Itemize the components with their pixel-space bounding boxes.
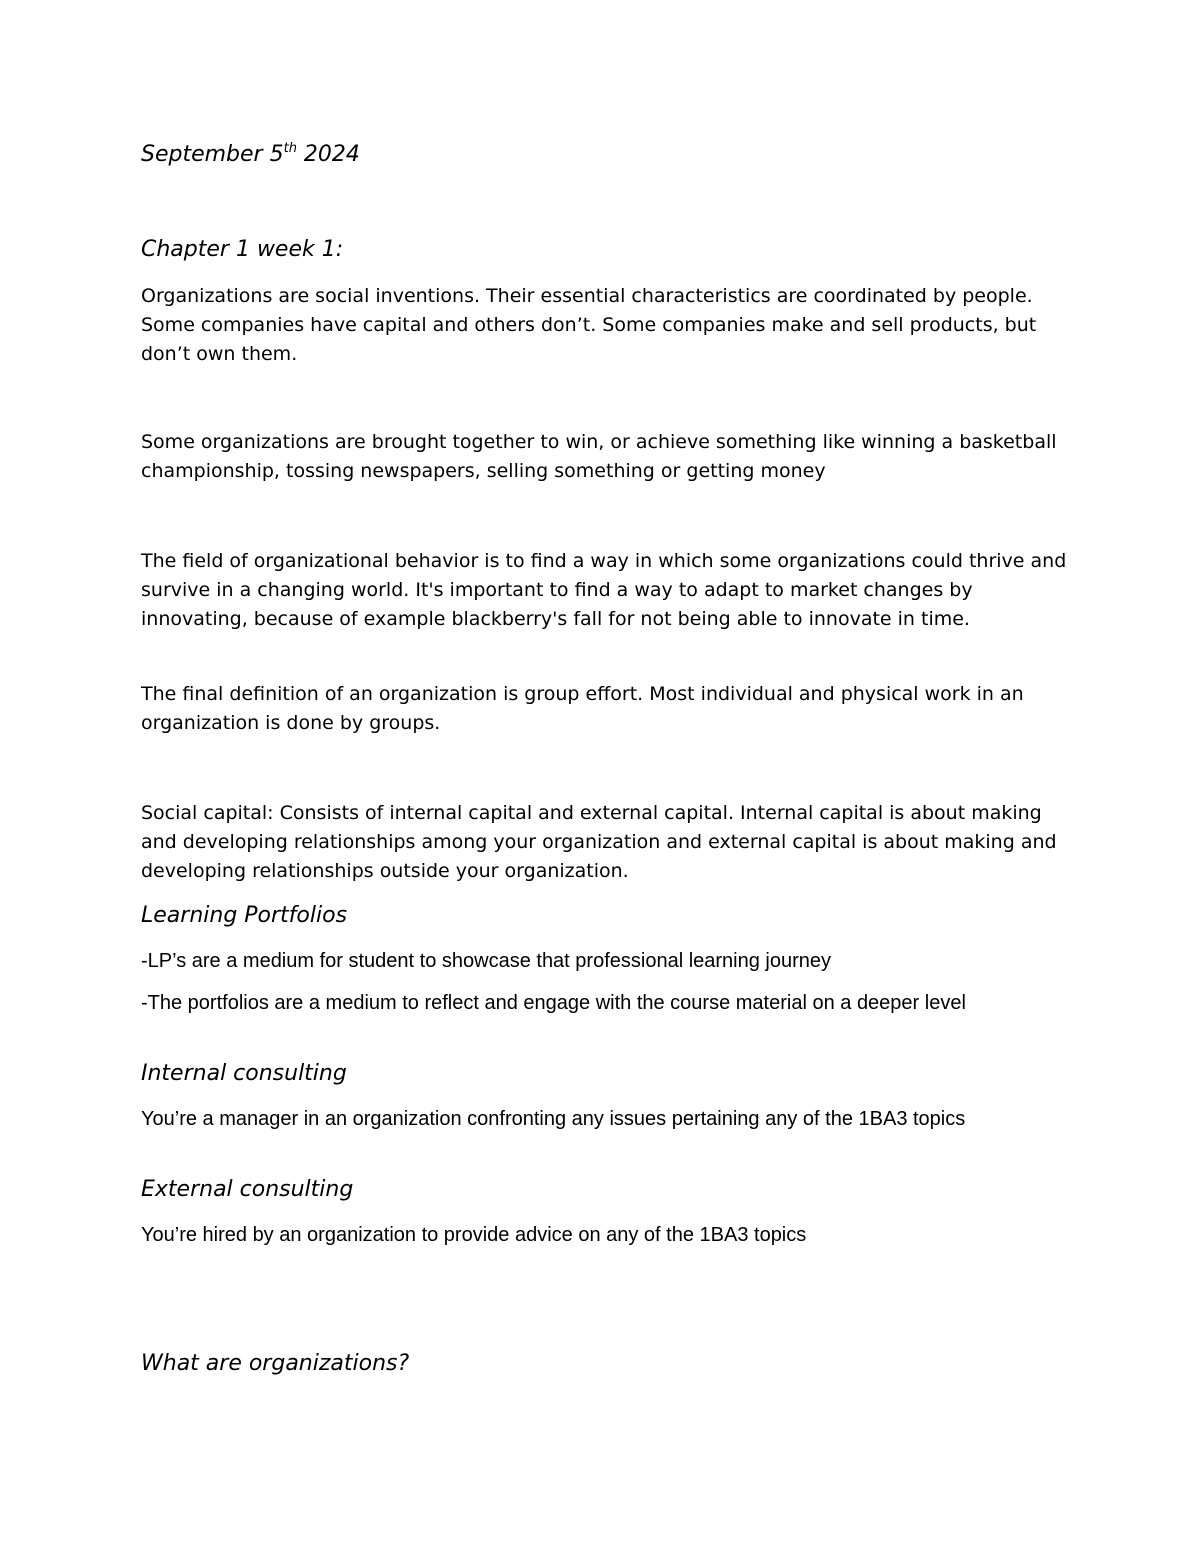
learning-portfolios-heading: Learning Portfolios [141, 903, 348, 928]
paragraph-final-definition: The final definition of an organization is group effort. Most individual and physical work in an organization is done by groups. [141, 683, 1024, 734]
internal-consulting-text: You’re a manager in an organization confronting any issues pertaining any of the 1BA3 topics [141, 1108, 966, 1130]
paragraph-social-inventions: Organizations are social inventions. Their essential characteristics are coordinated by people. Some companies have capital and others don’t. Some companies make and sell products, but don’t own them. [141, 285, 1037, 365]
learning-portfolios-item-1: -LP’s are a medium for student to showcase that professional learning journey [141, 950, 832, 972]
closing-heading: What are organizations? [141, 1351, 410, 1376]
internal-consulting-heading: Internal consulting [141, 1061, 347, 1086]
chapter-heading: Chapter 1 week 1: [141, 237, 344, 262]
date-year: 2024 [296, 142, 360, 167]
paragraph-organizational-behavior: The field of organizational behavior is to find a way in which some organizations could thrive and survive in a changing world. It's important to find a way to adapt to market changes by innovating, because of example blackberry's fall for not being able to innovate in time. [141, 550, 1067, 630]
paragraph-brought-together: Some organizations are brought together to win, or achieve something like winning a basketball championship, tossing newspapers, selling something or getting money [141, 431, 1057, 482]
date-prefix: September 5 [141, 142, 284, 167]
date-heading [141, 141, 1071, 169]
external-consulting-text: You’re hired by an organization to provide advice on any of the 1BA3 topics [141, 1224, 807, 1246]
learning-portfolios-item-2: -The portfolios are a medium to reflect and engage with the course material on a deeper level [141, 992, 966, 1014]
date-ordinal: th [283, 141, 297, 156]
external-consulting-heading: External consulting [141, 1177, 354, 1202]
paragraph-social-capital: Social capital: Consists of internal capital and external capital. Internal capital is about making and developing relationships among your organization and external capital is about making and developing relationships outside your organization. [141, 802, 1057, 882]
